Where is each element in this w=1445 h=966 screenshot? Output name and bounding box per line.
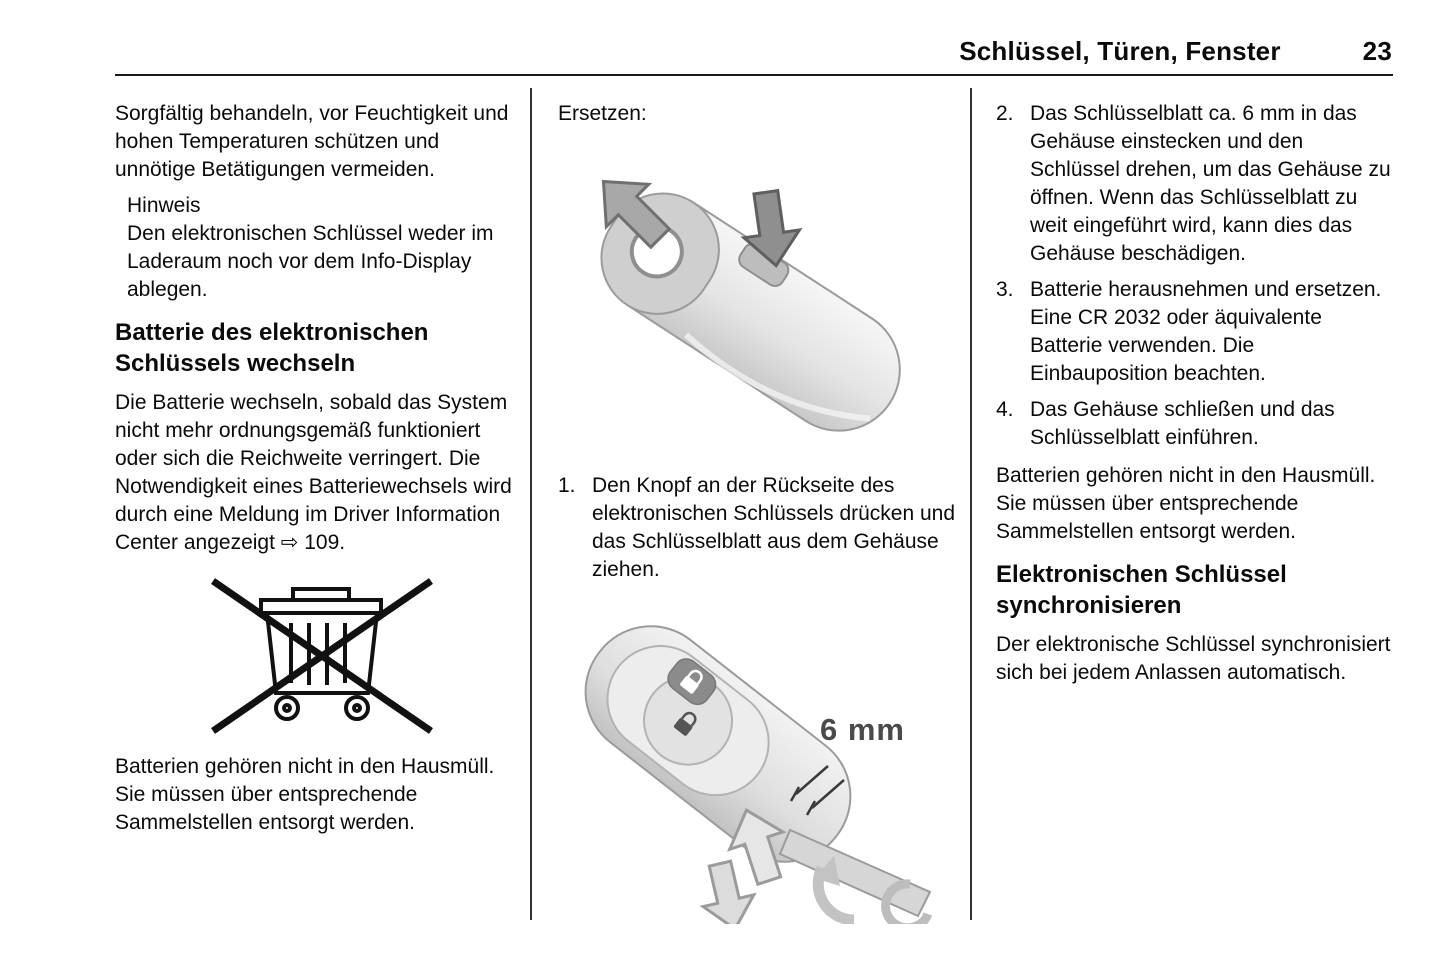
- step-text: Den Knopf an der Rückseite des elektronischen Schlüssels drücken und das Schlüsselblatt aus dem Gehäuse ziehen.: [592, 474, 956, 581]
- right-column: [996, 100, 1392, 687]
- intro-paragraph: Sorgfältig behandeln, vor Feuchtigkeit und hohen Temperaturen schützen und unnötige Betätigungen vermeiden.: [115, 102, 509, 181]
- note-label: Hinweis: [127, 194, 201, 217]
- disposal-paragraph-left: Batterien gehören nicht in den Hausmüll. Sie müssen über entsprechende Sammelstellen entsorgt werden.: [115, 755, 495, 834]
- disposal-paragraph-right: Batterien gehören nicht in den Hausmüll. Sie müssen über entsprechende Sammelstellen entsorgt werden.: [996, 464, 1376, 543]
- step-number: 1.: [558, 474, 576, 497]
- replace-label: Ersetzen:: [558, 102, 647, 125]
- column-divider-2: [970, 88, 972, 920]
- header-rule: [115, 74, 1393, 76]
- weee-bin-graphic: [175, 571, 455, 741]
- dimension-label: 6 mm: [820, 712, 905, 747]
- column-divider-1: [530, 88, 532, 920]
- step-2: [996, 100, 1392, 268]
- battery-section-heading: Batterie des elektronischen Schlüssels wechseln: [115, 319, 429, 377]
- note-block: [115, 192, 515, 304]
- arrow-down-icon: [695, 858, 761, 924]
- key-blade-graphic: [558, 594, 958, 924]
- battery-paragraph: Die Batterie wechseln, sobald das System nicht mehr ordnungsgemäß funktioniert oder sich die Reichweite verringert. Die Notwendigkeit eines Batteriewechsels wird durch eine Meldung im Driver Information Center angezeigt ⇨ 109.: [115, 391, 512, 554]
- step-number: 4.: [996, 398, 1014, 421]
- step-text: Das Gehäuse schließen und das Schlüsselblatt einführen.: [1030, 398, 1335, 449]
- page-header: [115, 36, 1392, 67]
- bin-wheel-right: [346, 697, 368, 719]
- key-blade: [780, 830, 930, 916]
- left-column: [115, 100, 515, 837]
- sync-section-heading: Elektronischen Schlüssel synchronisieren: [996, 561, 1287, 619]
- step-text: Batterie herausnehmen und ersetzen. Eine CR 2032 oder äquivalente Batterie verwenden. Die Einbauposition beachten.: [1030, 278, 1382, 385]
- page-number: 23: [1362, 36, 1392, 66]
- step-4: [996, 396, 1392, 452]
- key-fob-top-graphic: [558, 136, 958, 456]
- key-fob-open-illustration: [558, 136, 958, 464]
- sync-paragraph: Der elektronische Schlüssel synchronisiert sich bei jedem Anlassen automatisch.: [996, 633, 1391, 684]
- step-text: Das Schlüsselblatt ca. 6 mm in das Gehäuse einstecken und den Schlüssel drehen, um das Gehäuse zu öffnen. Wenn das Schlüsselblatt zu weit eingeführt wird, kann dies das Gehäuse beschädigen.: [1030, 102, 1391, 265]
- note-text: Den elektronischen Schlüssel weder im Laderaum noch vor dem Info-Display ablegen.: [127, 222, 494, 301]
- prohibition-cross: [213, 581, 431, 731]
- middle-column: [558, 100, 958, 932]
- step-number: 3.: [996, 278, 1014, 301]
- step-3: [996, 276, 1392, 388]
- weee-crossed-bin-icon: [175, 571, 455, 741]
- key-blade-illustration: [558, 594, 958, 932]
- bin-wheel-left: [276, 697, 298, 719]
- step-number: 2.: [996, 102, 1014, 125]
- step-1: [558, 472, 958, 584]
- chapter-title: Schlüssel, Türen, Fenster: [959, 36, 1281, 66]
